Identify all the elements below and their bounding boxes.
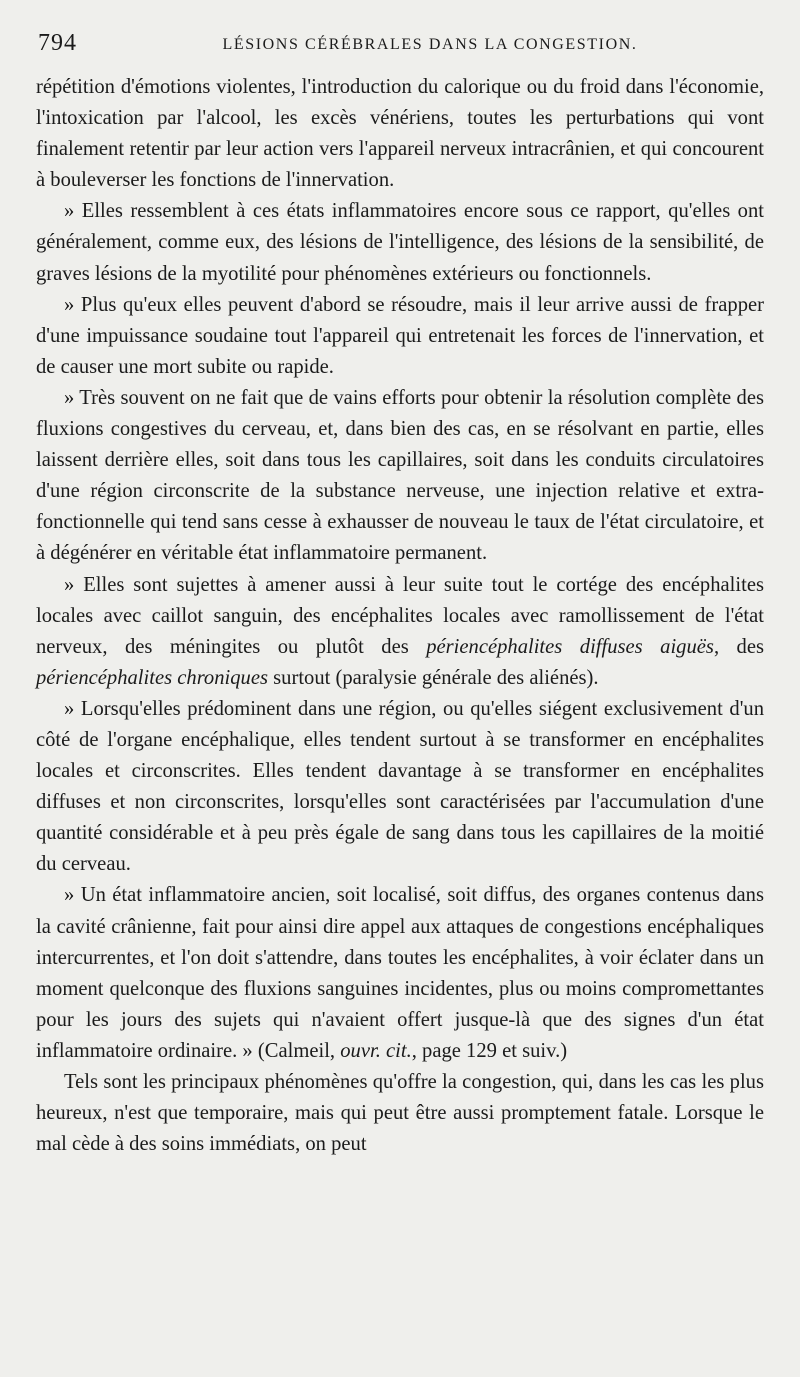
paragraph-3: » Plus qu'eux elles peuvent d'abord se résoudre, mais il leur arrive aussi de frapper d'une impuissance soudaine tout l'appareil qui entretenait les forces de l'innervation, et de causer une mort subite ou rapide. [36, 293, 764, 378]
paragraph-7 [36, 880, 764, 1067]
paragraph-1: répétition d'émotions violentes, l'introduction du calorique ou du froid dans l'économie, l'intoxication par l'alcool, les excès vénériens, toutes les perturbations qui vont finalement retentir par leur action vers l'appareil nerveux intracrânien, et qui concourent à bouleverser les fonctions de l'innervation. [36, 76, 764, 192]
paragraph-5-text-b: , des [713, 635, 765, 658]
paragraph-2: » Elles ressemblent à ces états inflammatoires encore sous ce rapport, qu'elles ont généralement, comme eux, des lésions de l'intelligence, des lésions de la sensibilité, de graves lésions de la myotilité pour phénomènes extérieurs ou fonctionnels. [36, 200, 764, 285]
paragraph-5 [36, 570, 764, 694]
paragraph-5-italic-b: périencéphalites chroniques [36, 666, 269, 689]
page-number: 794 [38, 30, 77, 56]
page-header [38, 30, 762, 64]
body-text [36, 72, 764, 1160]
paragraph-6: » Lorsqu'elles prédominent dans une région, ou qu'elles siégent exclusivement d'un côté de l'organe encéphalique, elles tendent surtout à se transformer en encéphalites locales et circonscrites. Elles tendent davantage à se transformer en encéphalites diffuses et non circonscrites, lorsqu'elles sont caractérisées par l'accumulation d'une quantité considérable et à peu près égale de sang dans tous les capillaires de la moitié du cerveau. [36, 697, 764, 876]
paragraph-4: » Très souvent on ne fait que de vains efforts pour obtenir la résolution complète des fluxions congestives du cerveau, et, dans bien des cas, en se résolvant en partie, elles laissent derrière elles, soit dans tous les capillaires, soit dans les conduits circulatoires d'une région circonscrite de la substance nerveuse, une injection relative et extra-fonctionnelle qui tend sans cesse à exhausser de nouveau le taux de l'état circulatoire, et à dégénérer en véritable état inflammatoire permanent. [36, 386, 764, 565]
running-head: LÉSIONS CÉRÉBRALES DANS LA CONGESTION. [222, 36, 638, 53]
paragraph-5-italic-a: périencéphalites diffuses aiguës [426, 635, 714, 658]
paragraph-7-italic: ouvr. cit. [340, 1039, 412, 1062]
paragraph-8: Tels sont les principaux phénomènes qu'offre la congestion, qui, dans les cas les plus heureux, n'est que temporaire, mais qui peut être aussi promptement fatale. Lorsque le mal cède à des soins immédiats, on peut [36, 1071, 764, 1156]
paragraph-5-text-a: » Elles sont sujettes à amener aussi à leur suite tout le cortége des encéphalites locales avec caillot sanguin, des encéphalites locales avec ramollissement de l'état nerveux, des méningites ou plutôt des [36, 573, 764, 658]
paragraph-5-text-c: surtout (paralysie générale des aliénés). [268, 666, 599, 689]
paragraph-7-text-b: , page 129 et suiv.) [411, 1039, 568, 1062]
paragraph-7-text-a: » Un état inflammatoire ancien, soit localisé, soit diffus, des organes contenus dans la cavité crânienne, fait pour ainsi dire appel aux attaques de congestions encéphaliques intercurrentes, et l'on doit s'attendre, dans toutes les encéphalites, à voir éclater dans un moment quelconque des fluxions sanguines incidentes, plus ou moins compromettantes pour les jours des sujets qui n'avaient offert jusque-là que des signes d'un état inflammatoire ordinaire. » (Calmeil, [36, 884, 764, 1062]
